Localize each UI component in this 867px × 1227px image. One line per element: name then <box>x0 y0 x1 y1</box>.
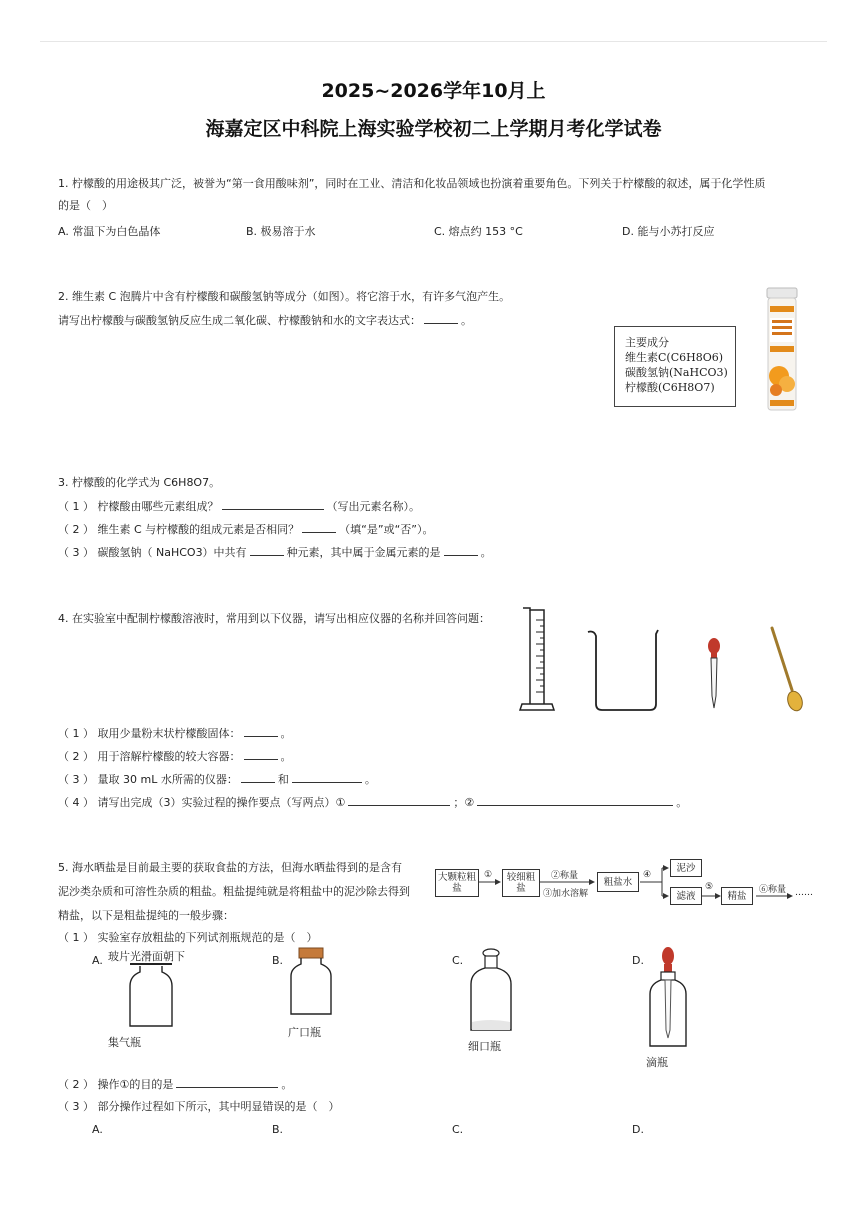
q5-sub3-option-d[interactable]: D. <box>632 1123 644 1136</box>
flow-step-5: ⑤ <box>705 882 714 892</box>
q1-stem-line1: 1. 柠檬酸的用途极其广泛，被誉为“第一食用酸味剂”，同时在工业、清洁和化妆品领域也扮演着重要角色。下列关于柠檬酸的叙述，属于化学性质 <box>58 177 766 190</box>
q4-sub4-period: 。 <box>676 796 688 809</box>
flow-box-filtrate: 滤液 <box>670 887 702 905</box>
q5-sub3-option-b[interactable]: B. <box>272 1123 284 1136</box>
ingredient-heading: 主要成分 <box>625 336 669 349</box>
ingredient-box <box>614 326 736 407</box>
q2-answer-blank[interactable] <box>424 313 458 324</box>
q4-sub2 <box>58 749 292 764</box>
q4-sub4 <box>58 795 687 810</box>
q4-sub4-prompt: （ 4 ） 请写出完成（3）实验过程的操作要点（写两点）① <box>58 796 346 809</box>
q4-stem: 4. 在实验室中配制柠檬酸溶液时，常用到以下仪器，请写出相应仪器的名称并回答问题： <box>58 612 490 625</box>
flow-box-coarse-salt: 大颗粒粗盐 <box>435 869 479 897</box>
beaker-image <box>586 628 662 712</box>
flow-step-dissolve: ③加水溶解 <box>543 889 589 899</box>
narrow-mouth-bottle-image <box>468 948 514 1034</box>
q4-sub4-middle: ；② <box>453 796 475 809</box>
q5-sub2-period: 。 <box>281 1078 293 1091</box>
q4-sub4-blank1[interactable] <box>348 795 450 806</box>
q4-sub1-period: 。 <box>280 727 292 740</box>
ingredient-vitamin-c: 维生素C(C6H8O6) <box>625 351 724 364</box>
q1-option-c[interactable]: C. 熔点约 153 °C <box>434 225 523 238</box>
q4-sub3-blank2[interactable] <box>292 772 362 783</box>
exam-title-line1: 2025~2026学年10月上 <box>321 80 546 102</box>
q5-sub2-blank[interactable] <box>176 1077 278 1088</box>
q3-sub1 <box>58 499 420 514</box>
bottle-c-name: 细口瓶 <box>468 1040 501 1053</box>
q2-period: 。 <box>461 314 472 327</box>
q4-sub2-period: 。 <box>280 750 292 763</box>
flow-dots: …… <box>795 888 813 898</box>
q3-sub1-prompt: （ 1 ） 柠檬酸由哪些元素组成？ <box>58 500 219 513</box>
flow-step-6: ⑥称量 <box>759 885 787 895</box>
q4-sub2-blank[interactable] <box>244 749 278 760</box>
flow-step-weigh: ②称量 <box>551 871 579 881</box>
q3-sub2-blank[interactable] <box>302 522 336 533</box>
q5-stem-line3: 精盐，以下是粗盐提纯的一般步骤： <box>58 909 234 922</box>
medicine-spoon-image <box>766 626 806 712</box>
q5-sub3-option-a[interactable]: A. <box>92 1123 103 1136</box>
q4-sub3 <box>58 772 376 787</box>
q4-sub1-blank[interactable] <box>244 726 278 737</box>
graduated-cylinder-image <box>520 606 556 712</box>
wide-mouth-bottle-image <box>288 946 334 1018</box>
q1-option-d[interactable]: D. 能与小苏打反应 <box>622 225 715 238</box>
q3-sub3-blank1[interactable] <box>250 545 284 556</box>
bottle-b-name: 广口瓶 <box>288 1026 321 1039</box>
dropper-image <box>706 638 722 710</box>
q5-bottle-option-c[interactable]: C. <box>452 954 464 967</box>
ingredient-citric-acid: 柠檬酸(C6H8O7) <box>625 381 715 394</box>
flow-box-salt-water: 粗盐水 <box>597 872 639 892</box>
bottle-d-name: 滴瓶 <box>646 1056 668 1069</box>
bottle-a-name: 集气瓶 <box>108 1036 141 1049</box>
q1-option-a[interactable]: A. 常温下为白色晶体 <box>58 225 161 238</box>
flow-box-refined-salt: 精盐 <box>721 887 753 905</box>
q5-sub2 <box>58 1077 292 1092</box>
q3-sub1-blank[interactable] <box>222 499 324 510</box>
q5-sub2-prompt: （ 2 ） 操作①的目的是 <box>58 1078 174 1091</box>
q3-sub3-blank2[interactable] <box>444 545 478 556</box>
q3-sub1-suffix: （写出元素名称）。 <box>326 500 420 513</box>
q3-sub3-prompt: （ 3 ） 碳酸氢钠（ NaHCO3）中共有 <box>58 546 247 559</box>
flow-step-4: ④ <box>643 870 652 880</box>
q5-sub3: （ 3 ） 部分操作过程如下所示，其中明显错误的是（ ） <box>58 1100 340 1113</box>
gas-jar-image <box>128 960 174 1030</box>
q5-bottle-option-d[interactable]: D. <box>632 954 644 967</box>
q3-sub2 <box>58 522 433 537</box>
q4-sub4-blank2[interactable] <box>477 795 673 806</box>
exam-title-line2: 海嘉定区中科院上海实验学校初二上学期月考化学试卷 <box>205 118 662 140</box>
bottle-a-note: 玻片光滑面朝下 <box>108 950 185 963</box>
q4-sub1-prompt: （ 1 ） 取用少量粉末状柠檬酸固体： <box>58 727 241 740</box>
q5-bottle-option-a[interactable]: A. <box>92 954 103 967</box>
q4-sub2-prompt: （ 2 ） 用于溶解柠檬酸的较大容器： <box>58 750 241 763</box>
q2-stem-line1: 2. 维生素 C 泡腾片中含有柠檬酸和碳酸氢钠等成分（如图）。将它溶于水，有许多气泡产生。 <box>58 290 511 303</box>
q3-sub3-middle: 种元素，其中属于金属元素的是 <box>286 546 441 559</box>
q2-stem-line2 <box>58 313 472 328</box>
dropper-bottle-image <box>646 946 690 1050</box>
q3-sub2-suffix: （填“是”或“否”）。 <box>339 523 434 536</box>
flow-box-sediment: 泥沙 <box>670 859 702 877</box>
q1-stem-line2: 的是（ ） <box>58 199 113 212</box>
top-divider <box>40 41 827 42</box>
flow-step-1: ① <box>484 870 493 880</box>
q4-sub1 <box>58 726 292 741</box>
q4-sub3-prompt: （ 3 ） 量取 30 mL 水所需的仪器： <box>58 773 238 786</box>
q3-sub3 <box>58 545 492 560</box>
q4-sub3-and: 和 <box>277 773 289 786</box>
q5-sub3-option-c[interactable]: C. <box>452 1123 464 1136</box>
ingredient-sodium-bicarbonate: 碳酸氢钠(NaHCO3) <box>625 366 728 379</box>
q5-bottle-option-b[interactable]: B. <box>272 954 284 967</box>
q2-prompt: 请写出柠檬酸与碳酸氢钠反应生成二氧化碳、柠檬酸钠和水的文字表达式： <box>58 314 421 327</box>
q1-option-b[interactable]: B. 极易溶于水 <box>246 225 316 238</box>
q3-sub3-period: 。 <box>480 546 492 559</box>
q4-sub3-period: 。 <box>364 773 376 786</box>
q5-stem-line1: 5. 海水晒盐是目前最主要的获取食盐的方法，但海水晒盐得到的是含有 <box>58 861 402 874</box>
flow-box-fine-salt: 较细粗盐 <box>502 869 540 897</box>
q3-stem: 3. 柠檬酸的化学式为 C6H8O7。 <box>58 476 221 489</box>
effervescent-tube-image <box>765 288 799 412</box>
q3-sub2-prompt: （ 2 ） 维生素 C 与柠檬酸的组成元素是否相同？ <box>58 523 300 536</box>
q5-sub1: （ 1 ） 实验室存放粗盐的下列试剂瓶规范的是（ ） <box>58 931 318 944</box>
q5-stem-line2: 泥沙类杂质和可溶性杂质的粗盐。粗盐提纯就是将粗盐中的泥沙除去得到 <box>58 885 410 898</box>
q4-sub3-blank1[interactable] <box>241 772 275 783</box>
